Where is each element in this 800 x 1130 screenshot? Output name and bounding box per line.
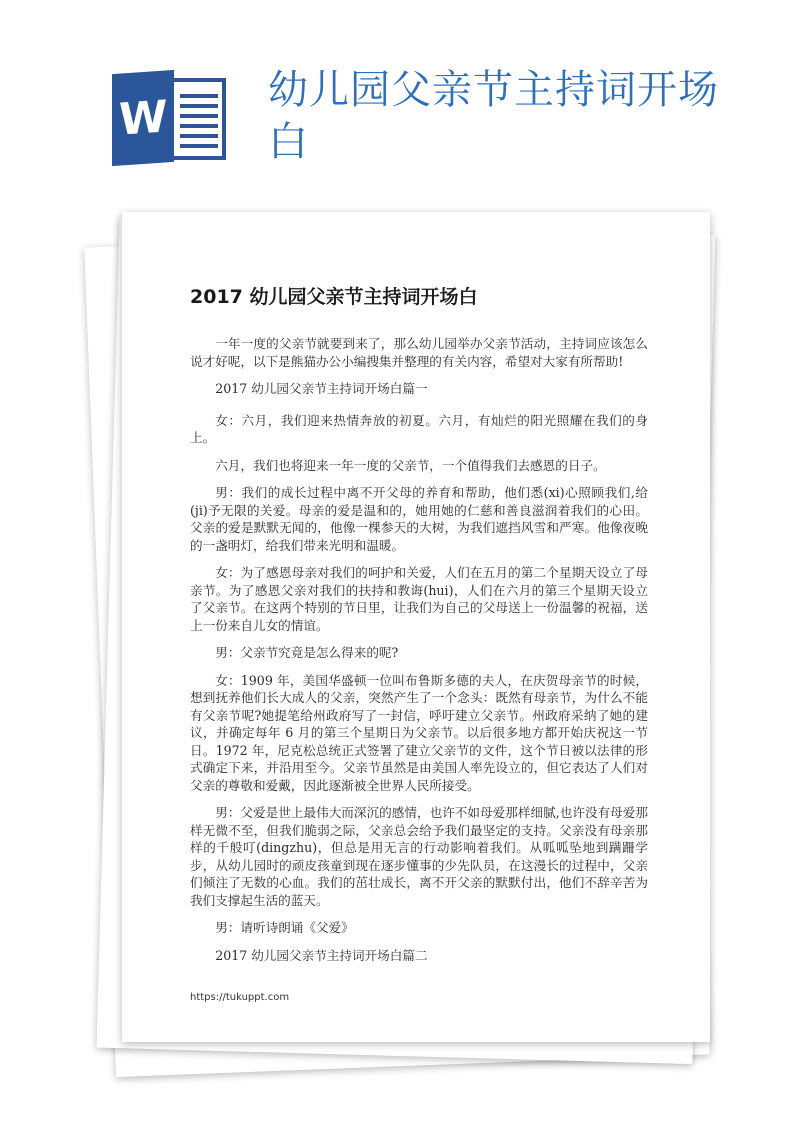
paragraph: 女：六月，我们迎来热情奔放的初夏。六月，有灿烂的阳光照耀在我们的身上。 xyxy=(190,412,648,445)
document-heading: 2017 幼儿园父亲节主持词开场白 xyxy=(190,286,478,308)
word-document-icon xyxy=(112,72,230,164)
paragraph: 女：1909 年，美国华盛顿一位叫布鲁斯多德的夫人，在庆贺母亲节的时候，想到抚养他们长大成人的父亲，突然产生了一个念头：既然有母亲节，为什么不能有父亲节呢?她提笔给州政府写了一封信，呼吁建立父亲节。州政府采纳了她的建议，并确定每年 6 月的第三个星期日为父亲节。以后很多地方都开始庆祝这一节日。1972 年，尼克松总统正式签署了建立父亲节的文件，这个节日被以法律的形式确定下来，并沿用至今。父亲节虽然是由美国人率先设立的，但它表达了人们对父亲的尊敬和爱戴，因此逐渐被全世界人民所接受。 xyxy=(190,672,648,793)
paragraph: 女：为了感恩母亲对我们的呵护和关爱，人们在五月的第二个星期天设立了母亲节。为了感恩父亲对我们的扶持和教诲(hui)，人们在六月的第三个星期天设立了父亲节。在这两个特别的节日里，让我们为自己的父母送上一份温馨的祝福，送上一份来自儿女的情谊。 xyxy=(190,565,648,633)
header xyxy=(0,0,800,200)
paragraph: 男：我们的成长过程中离不开父母的养育和帮助，他们悉(xi)心照顾我们,给(ji)予无限的关爱。母亲的爱是温和的，她用她的仁慈和善良滋润着我们的心田。父亲的爱是默默无闻的，他像一棵参天的大树，为我们遮挡风雪和严寒。他像夜晚的一盏明灯，给我们带来光明和温暖。 xyxy=(190,485,648,553)
paragraph: 男：请听诗朗诵《父爱》 xyxy=(215,920,354,935)
section-title: 2017 幼儿园父亲节主持词开场白篇二 xyxy=(215,947,428,963)
document-body xyxy=(190,282,648,974)
page-title: 幼儿园父亲节主持词开场白 xyxy=(268,67,719,165)
footer-link[interactable]: https://tukuppt.com xyxy=(190,992,290,1003)
paragraph: 男：父爱是世上最伟大而深沉的感情，也许不如母爱那样细腻,也许没有母爱那样无微不至，但我们脆弱之际，父亲总会给予我们最坚定的支持。父亲没有母亲那样的千般叮(dingzhu)，但总是用无言的行动影响着我们。从呱呱坠地到蹒跚学步，从幼儿园时的顽皮孩童到现在逐步懂事的少先队员，在这漫长的过程中，父亲们倾注了无数的心血。我们的茁壮成长，离不开父亲的默默付出，他们不辞辛苦为我们支撑起生活的蓝天。 xyxy=(190,805,648,908)
paragraph: 六月，我们也将迎来一年一度的父亲节，一个值得我们去感恩的日子。 xyxy=(215,457,606,473)
paragraph: 男：父亲节究竟是怎么得来的呢? xyxy=(215,645,399,660)
section-title: 2017 幼儿园父亲节主持词开场白篇一 xyxy=(215,381,428,396)
word-letter-badge: W xyxy=(112,70,174,166)
paragraph: 一年一度的父亲节就要到来了，那么幼儿园举办父亲节活动，主持词应该怎么说才好呢，以下是熊猫办公小编搜集并整理的有关内容，希望对大家有所帮助! xyxy=(190,336,648,369)
